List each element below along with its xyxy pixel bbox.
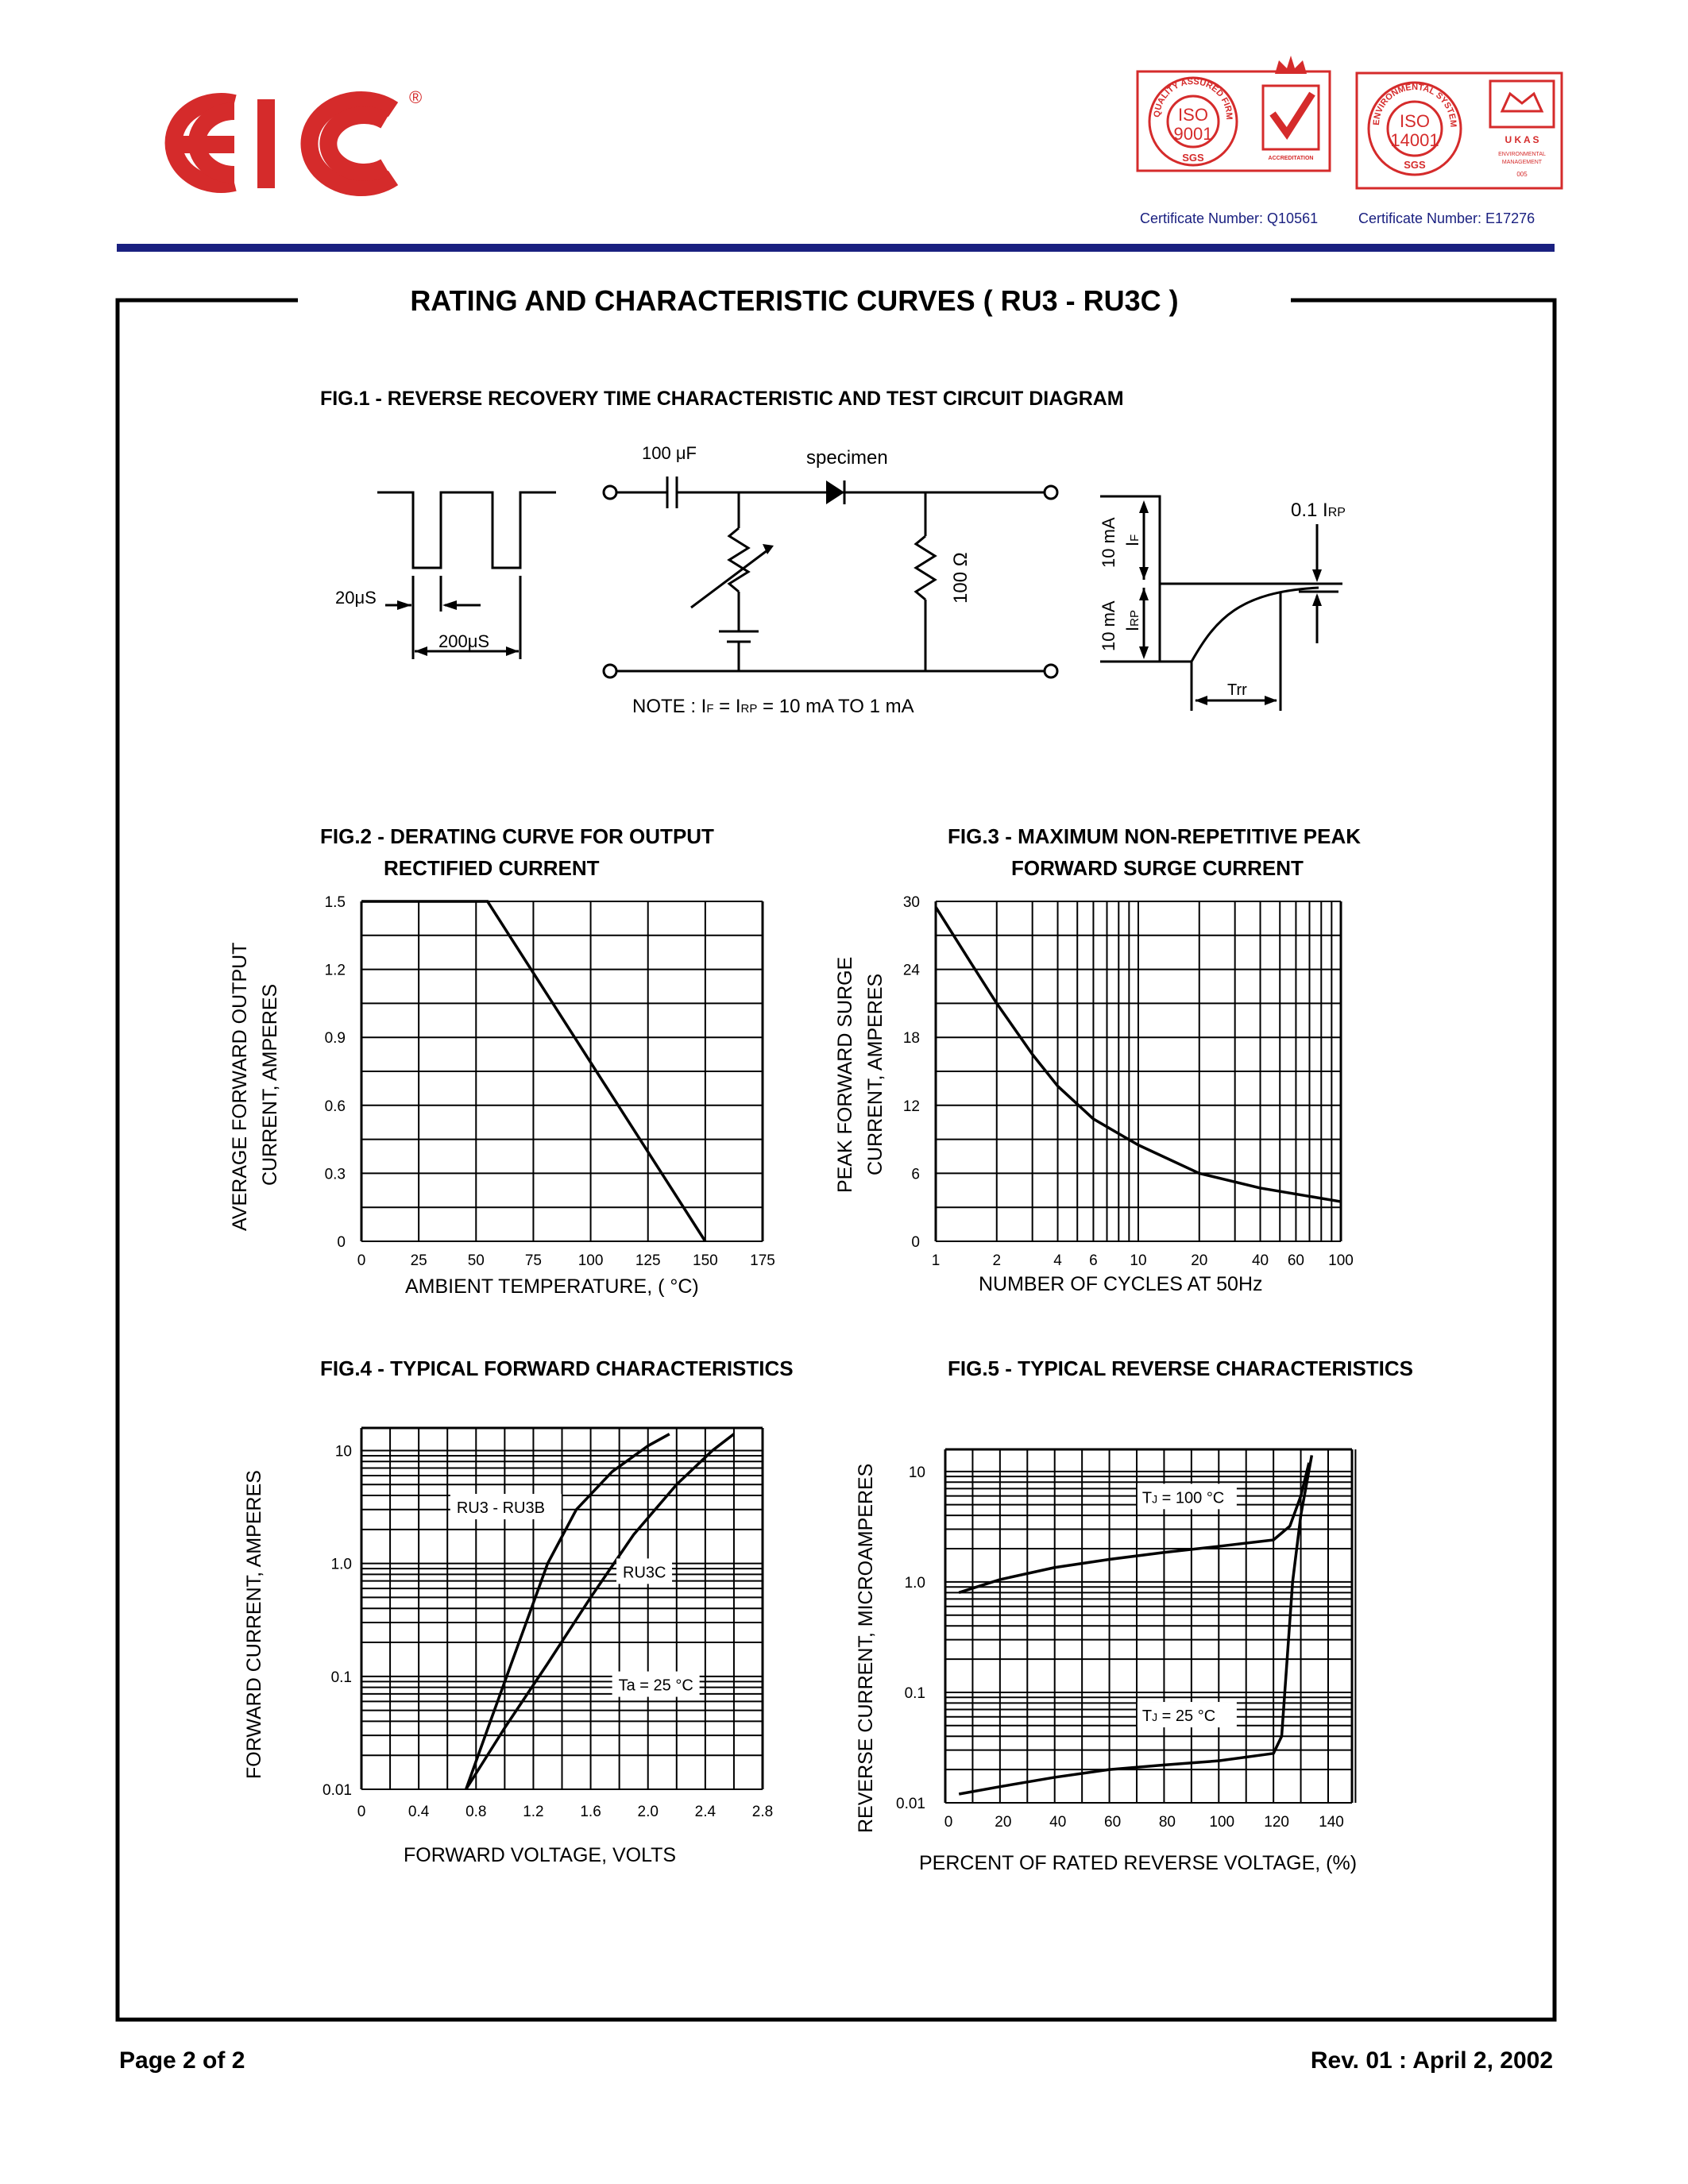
fig2-xtick: 150 [693,1252,718,1269]
irp-value-label: 10 mA [1099,600,1118,651]
fig3-ytick: 6 [911,1166,920,1183]
fig1-circuit [318,437,1390,731]
svg-text:14001: 14001 [1390,130,1439,150]
irp-label: IRP [1122,610,1142,631]
specimen-label: specimen [806,447,888,469]
cap-label: 100 μF [642,443,697,463]
svg-text:ACCREDITATION: ACCREDITATION [1268,156,1314,161]
irp-tenth-label: 0.1 IRP [1291,500,1346,521]
fig4-xtick: 1.2 [523,1804,544,1820]
fig3-xtick: 2 [992,1252,1002,1269]
output-terminal-top [1045,486,1057,499]
fig5-label-25c: TJ = 25 °C [1141,1707,1216,1726]
fig4-title: FIG.4 - TYPICAL FORWARD CHARACTERISTICS [320,1356,794,1380]
fig2-ytick: 1.2 [324,962,346,979]
fig4-xtick: 0 [357,1804,366,1820]
fig2-xlabel: AMBIENT TEMPERATURE, ( °C) [405,1275,699,1298]
fig1-title: FIG.1 - REVERSE RECOVERY TIME CHARACTERISTIC AND TEST CIRCUIT DIAGRAM [320,388,1124,410]
revision-date: Rev. 01 : April 2, 2002 [1310,2047,1553,2074]
fig2-ytick: 0.3 [324,1166,346,1183]
fig3-xtick: 100 [1328,1252,1354,1269]
trr-label: Trr [1227,681,1247,699]
fig3-title-line2: FORWARD SURGE CURRENT [1011,856,1304,880]
resistor-label: 100 Ω [950,552,971,604]
fig5-xtick: 80 [1158,1814,1176,1831]
fig4-ytick: 1.0 [330,1556,352,1573]
fig2-xtick: 50 [467,1252,485,1269]
fig5-xlabel: PERCENT OF RATED REVERSE VOLTAGE, (%) [919,1852,1358,1874]
fig4-ytick: 0.01 [323,1782,352,1799]
fig4-xtick: 2.4 [694,1804,717,1820]
fig4-ylabel: FORWARD CURRENT, AMPERES [243,1470,265,1779]
fig5-xtick: 140 [1319,1814,1344,1831]
fig2-title-line1: FIG.2 - DERATING CURVE FOR OUTPUT [320,824,714,848]
svg-text:ISO: ISO [1178,105,1208,125]
fig3-chart [826,882,1382,1310]
fig2-xtick: 25 [410,1252,427,1269]
specimen-diode-icon [826,480,844,504]
fig3-ytick: 12 [902,1098,920,1115]
fig5-xtick: 120 [1264,1814,1289,1831]
resistor-100-ohm [916,536,935,600]
fig2-xtick: 125 [635,1252,661,1269]
fig2-ytick: 0.9 [324,1030,346,1048]
fig3-xtick: 6 [1089,1252,1098,1269]
fig4-label-temp: Ta = 25 °C [618,1677,693,1695]
fig5-ytick: 0.1 [904,1684,925,1702]
fig5-curve-25c [959,1455,1311,1793]
fig2-ytick: 0 [337,1234,346,1251]
fig3-title-line1: FIG.3 - MAXIMUM NON-REPETITIVE PEAK [948,824,1362,848]
fig2-xtick: 100 [577,1252,604,1269]
fig5-xtick: 60 [1104,1814,1122,1831]
fig5-ytick: 0.01 [896,1796,925,1812]
svg-text:SGS: SGS [1182,152,1204,164]
pulse-width-label: 20μS [335,588,377,608]
fig3-ytick: 18 [902,1030,920,1048]
fig4-xlabel: FORWARD VOLTAGE, VOLTS [404,1844,677,1866]
fig3-xtick: 4 [1053,1252,1062,1269]
svg-text:ENVIRONMENTAL: ENVIRONMENTAL [1498,152,1546,157]
fig4-xtick: 1.6 [580,1804,601,1820]
fig1-note: NOTE : IF = IRP = 10 mA TO 1 mA [632,696,914,717]
fig2-chart [207,882,810,1310]
fig3-ytick: 30 [902,894,920,911]
variable-resistor [729,528,748,592]
fig2-xtick: 175 [750,1252,775,1269]
cert-number-iso14001: Certificate Number: E17276 [1358,210,1535,226]
fig5-title: FIG.5 - TYPICAL REVERSE CHARACTERISTICS [948,1356,1414,1380]
fig4-ytick: 10 [334,1443,352,1461]
fig5-ytick: 10 [908,1464,925,1481]
fig2-ylabel-line1: AVERAGE FORWARD OUTPUT [229,942,251,1231]
fig3-xtick: 10 [1130,1252,1147,1269]
if-value-label: 10 mA [1099,517,1118,568]
period-label: 200μS [438,631,490,651]
fig4-ytick: 0.1 [330,1669,352,1686]
fig5-chart [826,1398,1406,1890]
fig2-title-line2: RECTIFIED CURRENT [384,856,600,880]
if-label: IF [1122,534,1142,546]
fig2-xtick: 0 [357,1252,366,1269]
svg-text:MANAGEMENT: MANAGEMENT [1501,160,1543,165]
cert-number-iso9001: Certificate Number: Q10561 [1140,210,1319,226]
svg-text:SGS: SGS [1404,159,1426,171]
fig3-ylabel-line1: PEAK FORWARD SURGE [834,956,856,1193]
fig5-xtick: 20 [995,1814,1012,1831]
fig4-xtick: 0.4 [408,1804,430,1820]
fig4-xtick: 0.8 [465,1804,487,1820]
fig5-xtick: 0 [944,1814,953,1831]
svg-text:ISO: ISO [1400,111,1430,131]
fig3-xtick: 20 [1191,1252,1208,1269]
input-terminal-bottom [604,665,616,677]
page-title: RATING AND CHARACTERISTIC CURVES ( RU3 - RU3C ) [410,284,1179,317]
registered-mark: ® [409,87,423,107]
fig2-ylabel-line2: CURRENT, AMPERES [259,983,281,1186]
fig4-xtick: 2.8 [751,1804,774,1820]
input-terminal-top [604,486,616,499]
svg-text:QUALITY ASSURED FIRM: QUALITY ASSURED FIRM [1152,76,1234,121]
output-terminal-bottom [1045,665,1057,677]
fig5-ylabel: REVERSE CURRENT, MICROAMPERES [855,1463,877,1833]
fig2-xtick: 75 [524,1252,542,1269]
svg-text:ENVIRONMENTAL SYSTEM: ENVIRONMENTAL SYSTEM [1371,82,1458,128]
fig4-xtick: 2.0 [637,1804,659,1820]
svg-text:9001: 9001 [1173,124,1213,144]
fig3-xlabel: NUMBER OF CYCLES AT 50Hz [979,1273,1263,1295]
fig5-xtick: 40 [1049,1814,1067,1831]
fig2-ytick: 0.6 [324,1098,346,1115]
svg-text:U K A S: U K A S [1505,134,1539,145]
fig5-label-100c: TJ = 100 °C [1141,1489,1225,1507]
fig3-xtick: 40 [1251,1252,1269,1269]
page-number: Page 2 of 2 [119,2047,245,2074]
fig3-ytick: 24 [902,962,920,979]
recovery-curve [1192,588,1319,662]
fig2-ytick: 1.5 [324,894,346,911]
fig3-xtick: 60 [1287,1252,1304,1269]
pulse-waveform [377,492,556,568]
fig3-ylabel-line2: CURRENT, AMPERES [864,973,886,1175]
fig4-label-ru3c: RU3C [623,1564,666,1582]
fig5-ytick: 1.0 [904,1574,925,1592]
fig3-ytick: 0 [911,1234,920,1251]
fig3-xtick: 1 [931,1252,941,1269]
svg-text:005: 005 [1516,171,1528,178]
fig4-label-ru3-ru3b: RU3 - RU3B [456,1499,545,1518]
fig5-xtick: 100 [1209,1814,1235,1831]
fig4-chart [207,1398,810,1874]
